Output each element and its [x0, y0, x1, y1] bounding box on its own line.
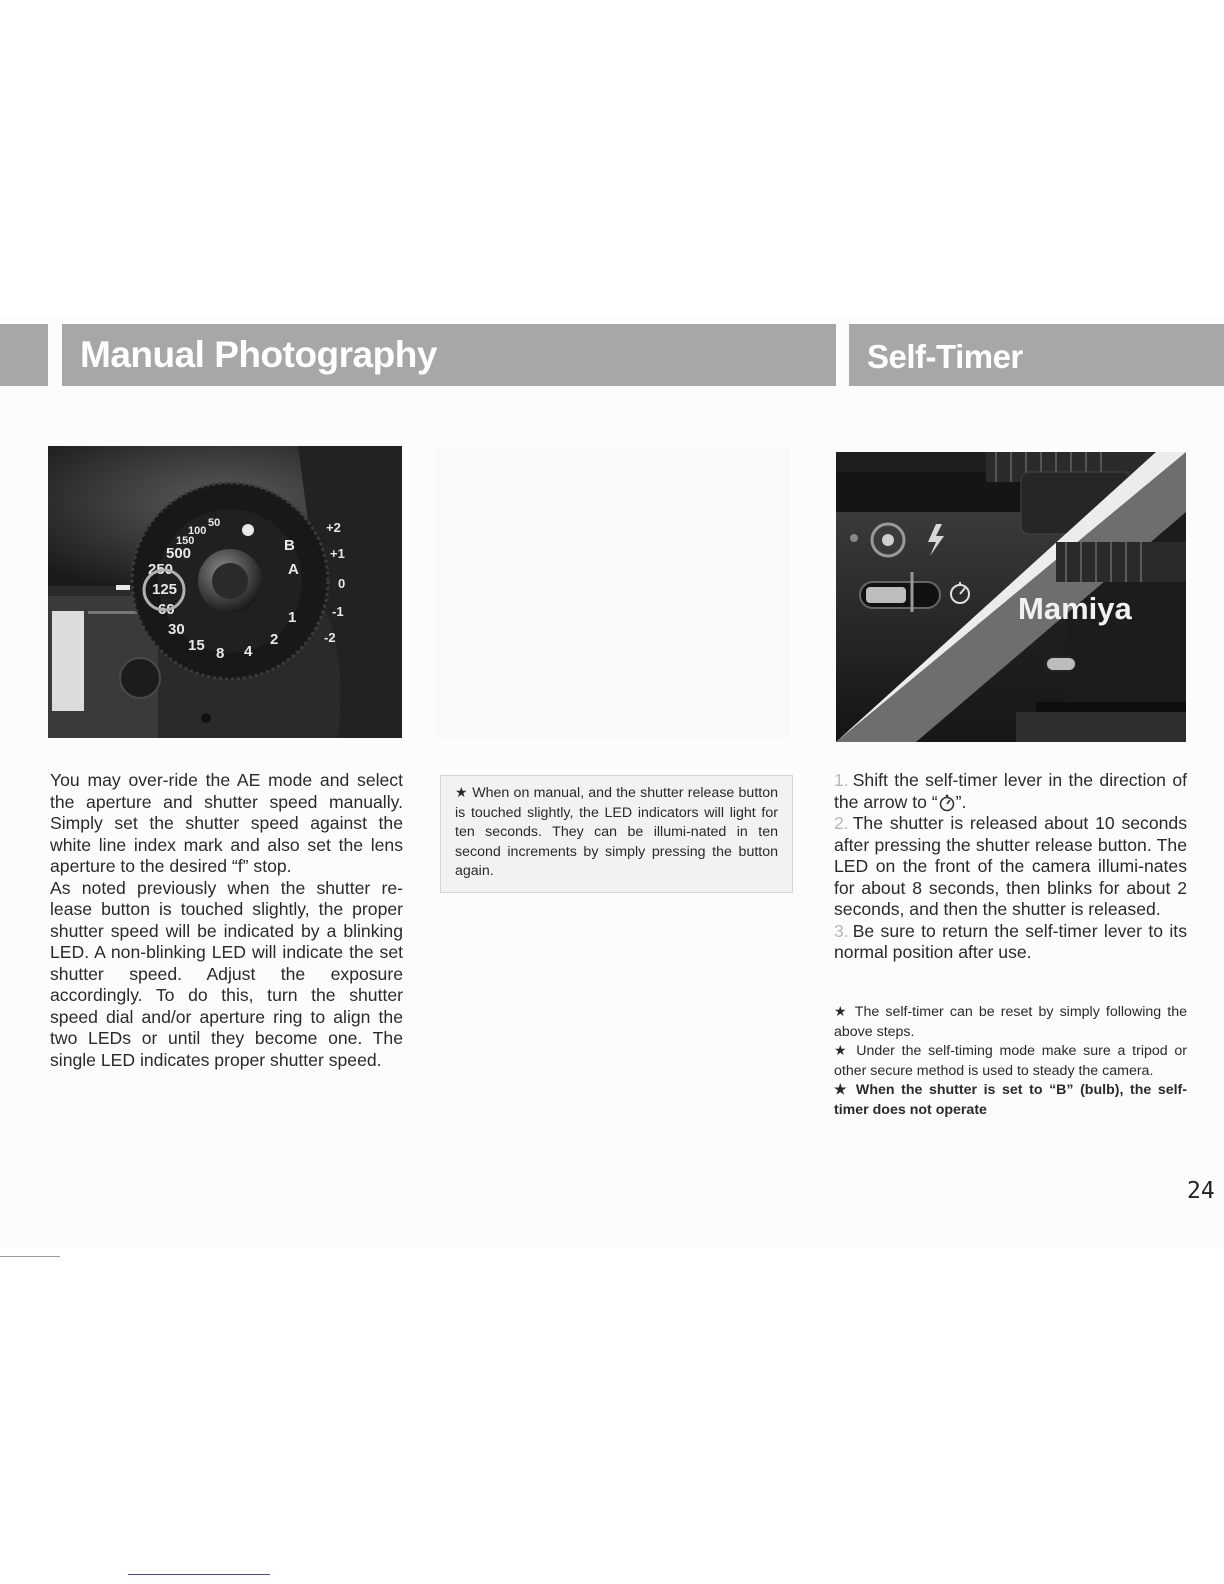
dial-label-30: 30	[168, 621, 185, 638]
note-tripod: ★ Under the self-timing mode make sure a tripod or other secure method is used to steady the camera.	[834, 1043, 1187, 1079]
ev-label-plus1: +1	[330, 546, 345, 561]
section-title-manual: Manual Photography	[62, 324, 836, 386]
page-number: 24	[1187, 1178, 1215, 1204]
note-reset: ★ The self-timer can be reset by simply following the above steps.	[834, 1004, 1187, 1040]
dial-label-4: 4	[244, 643, 253, 660]
manual-led-note: ★ When on manual, and the shutter release button is touched slightly, the LED indicators will light for ten seconds. They can be illumi-nated in ten second increments by simply pressing the button again.	[440, 775, 793, 893]
ev-label-plus2: +2	[326, 520, 341, 535]
dial-label-250: 250	[148, 561, 174, 578]
step-number: 2.	[834, 813, 849, 833]
ev-label-0: 0	[338, 576, 346, 591]
step-2-text: The shutter is released about 10 seconds after pressing the shutter release button. The LED on the front of the camera illumi-nates for about 8 seconds, then blinks for about 2 seconds, and then the shutter is released.	[834, 813, 1187, 919]
dial-label-b: B	[284, 537, 295, 554]
dial-label-150: 150	[176, 535, 195, 547]
step-2	[834, 813, 1187, 921]
step-3	[834, 921, 1187, 964]
step-3-text: Be sure to return the self-timer lever to its normal position after use.	[834, 920, 1187, 962]
dial-label-a: A	[288, 561, 299, 578]
manual-paragraph-1: You may over-ride the AE mode and select the aperture and shutter speed manually. Simply set the shutter speed against the white line index mark and also set the lens aperture to the desired “f” stop.	[50, 770, 403, 876]
step-number: 1.	[834, 770, 849, 790]
mamiya-logo: Mamiya	[1018, 591, 1132, 626]
note-bulb-warning: ★ When the shutter is set to “B” (bulb), the self-timer does not operate	[834, 1082, 1187, 1118]
banner-edge	[0, 324, 48, 386]
dial-label-60: 60	[158, 601, 175, 618]
step-1-text: Shift the self-timer lever in the direction of the arrow to “	[834, 770, 1187, 812]
self-timer-steps	[834, 770, 1187, 964]
ev-label-minus2: -2	[324, 630, 336, 645]
step-number: 3.	[834, 920, 849, 941]
section-title-self-timer: Self-Timer	[849, 324, 1224, 386]
dial-label-2: 2	[270, 631, 279, 648]
step-1	[834, 770, 1187, 813]
dial-label-1: 1	[288, 609, 297, 626]
dial-label-125: 125	[152, 581, 178, 598]
ev-label-minus1: -1	[332, 604, 344, 619]
step-1-text-end: ”.	[955, 791, 967, 812]
self-timer-notes	[834, 1003, 1187, 1120]
self-timer-lever-photo	[836, 452, 1186, 742]
divider	[0, 1256, 60, 1257]
dial-label-8: 8	[216, 645, 225, 662]
manual-photography-text	[50, 770, 403, 1071]
dial-label-100: 100	[188, 525, 207, 537]
dial-label-500: 500	[166, 545, 192, 562]
dial-label-50: 50	[208, 517, 221, 529]
manual-paragraph-2: As noted previously when the shutter re-lease button is touched slightly, the proper shutter speed will be indicated by a blinking LED. A non-blinking LED will indicate the set shutter speed. Adjust the exposure accordingly. To do this, turn the shutter speed dial and/or aperture ring to align the two LEDs or until they become one. The single LED indicates proper shutter speed.	[50, 877, 403, 1070]
divider	[128, 1574, 270, 1575]
blank-area	[436, 448, 790, 738]
dial-label-15: 15	[188, 637, 205, 654]
white-index-mark	[116, 585, 130, 590]
shutter-dial-photo	[48, 446, 402, 738]
self-timer-icon	[938, 794, 956, 812]
